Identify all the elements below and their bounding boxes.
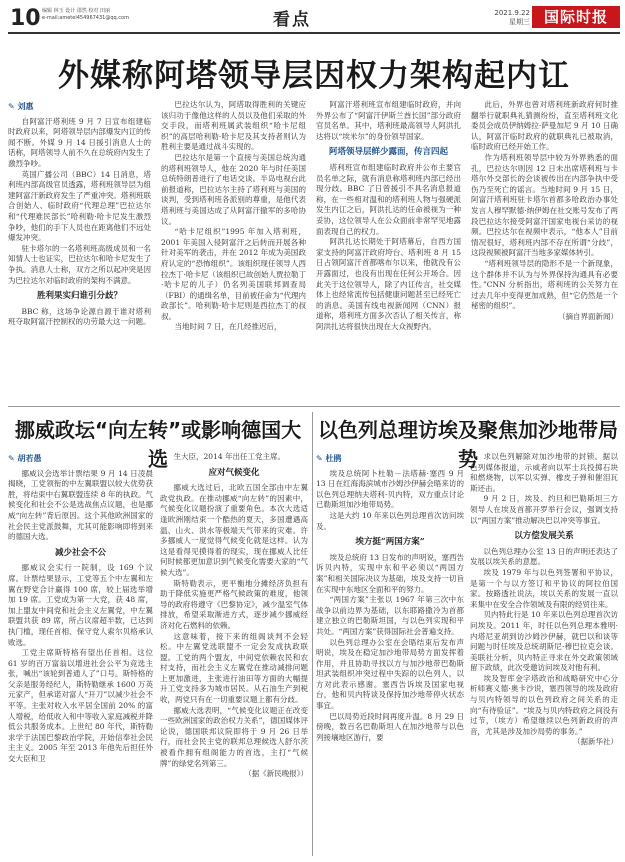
header-rule [8,32,620,34]
paragraph: 埃及 1979 年与以色列签署和平协议，是第一个与以方签订和平协议的阿拉伯国家。按路透社说法，埃以关系的发展一直以来集中在安全合作领域及有限的经贸往来。 [470,567,618,609]
paragraph: 挪威议会实行一院制，设 169 个议席。计票结果显示，工党等五个中左翼和左翼在野党合计赢得 100 席，较上届选举增加 19 席。工党成为第一大党，获 48 席，加上盟友中间党和社会主义左翼党，中左翼联盟共获 89 席，所占议席超半数，已达到执门槛，现任首相、保守党人索尔贝格承认败选。 [8,563,153,647]
paragraph: 斯特勒表示，更平衡地分摊经济负担有助于降低实施更严格气候政策的难度，他领导的政府将遵守《巴黎协定》，减少温室气体排放，希望采取渐进方式，逐步减少挪威经济对化石燃料的依赖。 [160,578,308,630]
article3-subheading-1: 埃方挺“两国方案” [355,537,425,548]
article2-author: 胡若愚 [17,454,42,463]
newspaper-logo: 国际时报 [532,6,620,28]
article2-subheading-2: 应对气候变化 [208,467,260,478]
issue-date [480,9,530,27]
article1-column-1 [8,100,151,402]
paragraph: 阿富汗塔利班宣布组建临时政府，并向外界公布了“阿富汗伊斯兰酋长国”部分政府官员名单。其中，塔利班最高领导人阿洪扎达将以“埃米尔”的身份领导国家。 [316,100,461,141]
article1-column-4 [471,100,618,402]
paragraph: 9 月 2 日，埃及、约旦和巴勒斯坦三方领导人在埃及首都开罗举行会议，强调支持以“两国方案”推动解决巴以冲突等事宜。 [470,494,618,525]
paragraph: 塔利班宣布组建临时政府并公布主要官员名单之际，就有消息称塔利班内部已经出现分歧。BBC 了日曾援引不具名消息报道称，在一些相对温和的塔利班人物与强硬派发生内讧之后，阿洪扎达的任命被视为一种妥协，这位领导人在公众面前非常罕见地露面表现自己的权力。 [316,162,461,236]
article1-headline: 外媒称阿塔领导层因权力架构起内讧 [58,58,570,94]
paragraph: 生大臣，2014 年出任工党主席。 [173,452,285,461]
article1-column-3 [316,100,461,402]
section-name: 看点 [273,10,311,30]
paragraph: “哈卡尼组织”1995 年加入塔利班，2001 年美国入侵阿富汗之后转而开展各种针对美军的袭击，并在 2012 年成为美国政府认定的“恐怖组织”。该组织现任领导人西拉杰丁·哈卡尼（该组织已故创始人贾拉勒丁·哈卡尼的儿子）仍名列美国联邦调查局（FBI）的通缉名单，目前被任命为“代理内政部长”。哈利勒·哈卡尼则是西拉杰丁的叔叔。 [161,227,306,321]
column-divider [312,412,313,856]
paragraph: 此后，外界也曾对塔利班新政府何时推翻举行就职典礼猜测纷纷，直至塔利班文化委员会成员伊纳姆拉·萨曼加尼 9 月 10 日确认，阿富汗临时政府的就职典礼已被取消，临时政府已经开始工作。 [471,100,618,152]
article1-subheading-1: 胜利果实归谁引分歧？ [36,291,122,302]
paragraph: “两国方案”主张以 1967 年第三次中东战争以前边界为基础，以东耶路撒冷为首都建立独立的巴勒斯坦国，与以色列实现和平共处。“两国方案”获得国际社会普遍支持。 [316,595,464,636]
paragraph: BBC 称，这场争论源自源于谁对塔利班夺取阿富汗控制权的功劳最大这一问题。 [8,306,151,327]
article2-credit: （据《新民晚报》） [244,769,308,779]
date-text: 2021.9.22 [494,9,530,17]
paragraph: 作为塔利班领导层中较为外界熟悉的面孔，巴拉达尔则因 12 日未出席塔利班与卡塔尔外交部长的会谈被传出在内部争执中受伤乃至死亡的谣言。当地时间 9 月 15 日，阿富汗塔利班驻卡塔尔首都多哈政治办事处发言人穆罕默德·纳伊姆在社交账号发布了两段巴拉达尔接受阿富汗国家电视台采访的视频。巴拉达尔在视频中表示，“他本人”目前情况很好，塔利班内部不存在所谓“分歧”，这段视频被阿富汗当地多家媒体转引。 [471,152,618,258]
paragraph: “塔利班领导层的隐形不是一个新现象，这个群体并不认为与外界保持沟通具有必要性。”CNN 分析指出，塔利班的公关努力在过去几年中变得更加成熟，但“它仍然是一个秘密的组织”。 [471,258,618,311]
article2-headline: 挪威政坛“向左转”或影响德国大选 [14,418,302,471]
paragraph: 这意味着，接下来的组阁谈判不会轻松。中左翼党选联盟不一定会发成执政联盟。工党的两个盟友，中间党依赖农民和农村支持，而社会主义左翼党在推动减排问题上更加激进，主张进行油田等方面的大幅提升工党支持多为城市居民。从石油生产到税收，两党只有在一切重要议题上都有分歧。 [160,631,308,705]
page-header [0,0,625,38]
paragraph: 阿洪扎达长期处于阿塔幕后，自西方国家支持的阿富汗政府垮台、塔利班 8 月 15 日占领阿富汗首都喀布尔以来，他就没有公开露面过，也没有出现在任何公开场合。因此关于这位领导人，除了内讧传言，社交媒体上也经常流传包括健康问题甚至已经死亡的消息。美国有线电视新闻网（CNN）报道称，塔利班方面多次否认了相关传言，称阿洪扎达将很快出现在大众视野内。 [316,237,461,331]
paragraph: 挪威大选过后，北欧五国全部由中左翼政党执政。在推动挪威“向左转”的因素中，气候变化议题扮演了重要角色。本次大选适逢欧洲刚结束一个酷热的夏天，多国遭遇高温、山火、洪水等极端天气带来的灾难。许多挪威人一度觉得气候变化就是这样。认为这是看得见摸得着的现实，现在挪威人比任何时候都更加意识到气候变化需要大家的“气候大选”。 [160,483,308,577]
paragraph: 埃及智库金字塔政治和战略研究中心分析师赛义德·奥卡沙说，塞西领导的埃及政府与贝内特领导的以色列政府之间关系的走向“有待验证”。“埃及与贝内特政府之间没有过节，（埃方）希望继续以色列新政府的声音，尤其是涉及加沙局势的事务。” [470,673,618,736]
paragraph: 求以色列解除对加沙地带的封锁。据以色列媒体报道，示威者向以军士兵投掷石块和燃烧物，以军以实弹、橡皮子弹和催泪瓦斯还击。 [470,452,618,493]
paragraph: 这是大约 10 年来以色列总理首次访问埃及。 [316,510,464,531]
paragraph: 自阿富汗塔利班 9 月 7 日宣布组建临时政府以来，阿塔领导层内部爆发内讧的传闻不断。外媒 9 月 14 日援引消息人士的话称，阿塔领导人前不久在总统府内发生了激烈争吵。 [8,116,151,168]
paragraph: 巴以局势近段时间再度升温。8 月 29 日傍晚，数百名巴勒斯坦人在加沙地带与以色列接壤地区游行，要 [316,711,464,742]
editor-credits [42,8,202,22]
article2-column-2 [160,452,308,854]
article1-credit: （摘自界面新闻） [558,311,618,321]
article1-column-2 [161,100,306,402]
weekday-text: 星期三 [509,18,530,26]
divider [8,406,620,407]
paragraph: 以色列总理办公室 13 日的声明还表达了发展以埃关系的意愿。 [470,546,618,567]
article2-byline: ✎ 胡若愚 [8,454,42,463]
paragraph: 当地时间 7 日，在几经推迟后， [174,322,282,332]
article3-subheading-2: 以方偿发展关系 [514,531,574,542]
paragraph: 挪威议会选举计票结果 9 月 14 日凌晨揭晓，工党领衔的中左翼联盟以较大优势获胜，将结束中右翼联盟连续 8 年的执政。气候变化和社会不公是选战焦点议题，也是挪威“向左转”背后原因。这个其他欧洲国家的社会民主党派鼓舞，尤其可能影响即将到来的德国大选。 [8,468,153,542]
paragraph: 埃及总统府 13 日发布的声明说，塞西告诉贝内特，实现中东和平必须以“两国方案”和相关国际决议为基础，埃及支持一切旨在实现中东地区全面和平的努力。 [316,552,464,594]
editor-email: e-mail:ametel454967431@qq.com [42,15,129,21]
article3-headline: 以色列总理访埃及聚焦加沙地带局势 [318,418,618,471]
paragraph: 贝内特此行是 10 年来以色列总理首次访问埃及。2011 年，时任以色列总理本雅明·内塔尼亚胡到访沙姆沙伊赫，就巴以和谈等问题与时任埃及总统胡斯尼·穆巴拉克会谈。美联社分析，贝内特正寻求在外交政策领域留下政绩，此次受邀访问埃及对他有利。 [470,610,618,673]
article1-subheading-2: 阿塔领导层鲜少露面，传言四起 [328,147,448,158]
paragraph: 巴拉达尔是第一个直接与美国总统沟通的塔利班领导人，他在 2020 年与时任美国总统特朗普进行了电话交谈。半岛电视台此前报道称，巴拉达尔主持了塔利班与美国的谈判，受到塔利班各派别的尊重，是他代表塔利班与美国达成了从阿富汗撤军的多哈协议。 [161,152,306,226]
article1-author: 刘惠 [17,102,34,111]
editor-names: 编辑 林玉 设计 邵然 校对 田丽 [42,8,110,14]
article2-column-1 [8,452,153,854]
article3-column-1 [316,452,464,854]
paragraph: 埃及总统阿卜杜勒－法塔赫·塞西 9 月 13 日在红海海滨城市沙姆沙伊赫会晤来访的以色列总理纳夫塔利·贝内特，双方重点讨论已勒斯坦加沙地带局势。 [316,468,464,510]
paragraph: 挪威大选表明，“气候变化议题正在改变一些欧洲国家的政治权力关系”，德国媒体评论说，德国联邦议院即将于 9 月 26 日举行，而社会民主党的联邦总理候选人舒尔茨被看作拥有组阁能力的首选，主打“气候牌”的绿党名列第三。 [160,705,308,768]
paragraph: 工党主席斯特格有望出任首相。这位 61 岁的百万富翁以增进社会公平为竞选主张，喊出“该轮到普通人了”口号。斯特格的父亲是服务经纪人，斯特勒继承 1600 万英元家产，但承诺对富人“开刀”以减少社会不平等。主张对收入水平居全国前 20% 的富人增税，给低收入和中等收入家庭减税并降低公共服务成本。上世纪 80 年代，斯特勒求学于法国巴黎政治学院，开始信奉社会民主主义。2005 年至 2013 年他先后担任外交大臣和卫 [8,648,153,764]
article3-author: 杜鹃 [325,454,342,463]
article3-column-2 [470,452,618,854]
paragraph: 巴拉达尔认为，阿塔取得胜利的关键应该归功于像他这样的人员以及他们采取的外交手段，而塔利班属武装组织“哈卡尼组织”的高层哈利勒·哈卡尼及其支持者则认为胜利主要是通过战斗实现的。 [161,100,306,152]
article3-byline: ✎ 杜鹃 [316,454,342,463]
article1-byline: ✎ 刘惠 [8,102,34,111]
article3-credit: （据新华社） [573,737,618,747]
article2-subheading-1: 减少社会不公 [54,547,106,558]
paragraph: 驻卡塔尔的一名塔利班高级成员和一名知情人士也证实，巴拉达尔和哈卡尼发生了争执。消息人士称，双方之所以起冲突是因为巴拉达尔对临时政府的架构不满意。 [8,243,151,285]
page-number: 10 [10,6,41,31]
paragraph: 英国广播公司（BBC）14 日消息，塔利班内部高级官员透露，塔利班领导层为组建阿富汗新政府发生了严重冲突。塔利班联合创始人、临时政府“代理总理”巴拉达尔和“代理难民部长”哈利勒·哈卡尼发生激烈争吵，他们的手下人员也在距离他们不远处爆发冲突。 [8,169,151,243]
paragraph: 以色列总理办公室在会晤结束后发布声明说，埃及在稳定加沙地带局势方面发挥着作用，并且协助寻找以方与加沙地带巴勒斯坦武装组织冲突过程中失踪的以色列人，以方对此表示感谢。塞西告诉埃及国家电视台，他和贝内特谈及保持加沙地带停火状态事宜。 [316,637,464,711]
